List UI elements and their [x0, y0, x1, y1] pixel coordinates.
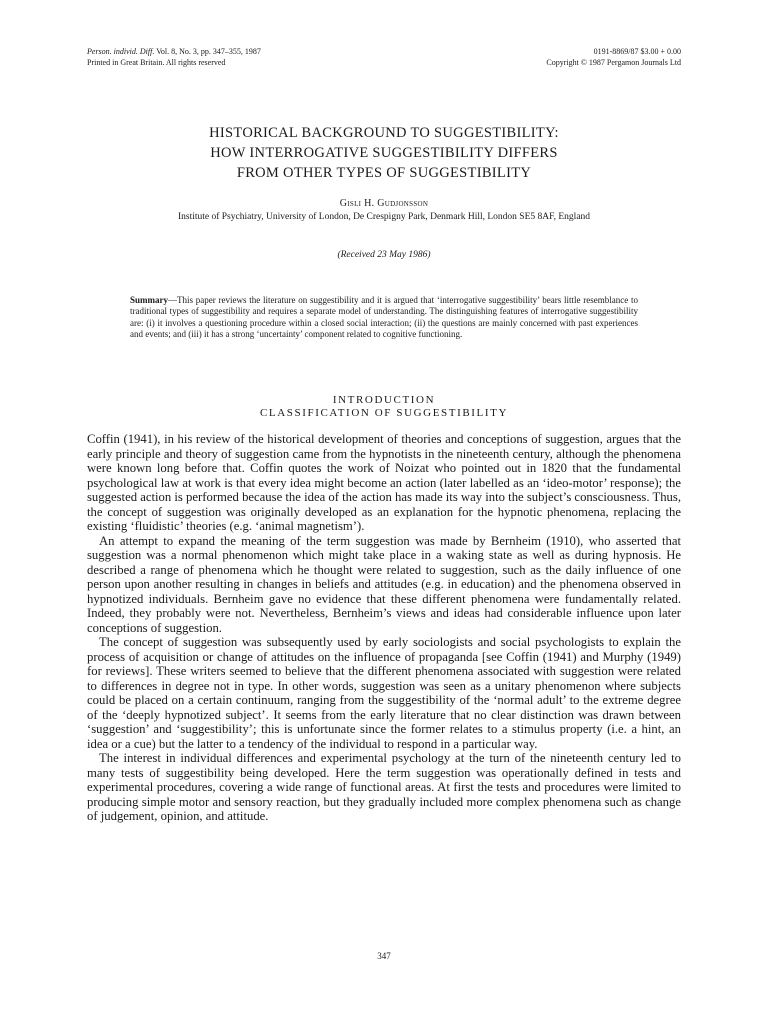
paragraph: The interest in individual differences and experimental psychology at the turn of the nineteenth century led to many tests of suggestibility being developed. Here the term suggestion was operationally defined in tests and experimental procedures, covering a wide range of functional areas. At first the tests and procedures were limited to producing simple motor and sensory reaction, but they gradually included more complex phenomena such as change of judgement, opinion, and attitude.: [87, 751, 681, 823]
issn-price: 0191-8869/87 $3.00 + 0.00: [593, 47, 681, 56]
title-line: HISTORICAL BACKGROUND TO SUGGESTIBILITY:: [209, 125, 559, 141]
title-line: FROM OTHER TYPES OF SUGGESTIBILITY: [236, 165, 532, 181]
received-date: (Received 23 May 1986): [337, 250, 431, 260]
paragraph: The concept of suggestion was subsequently used by early sociologists and social psychologists to explain the process of acquisition or change of attitudes on the influence of propaganda [see Coffin (1941) and Murphy (1949) for reviews]. These writers seemed to believe that the different phenomena associated with suggestion were related to differences in degree not in type. In other words, suggestion was seen as a unitary phenomenon where subjects could be placed on a certain continuum, ranging from the suggestibility of the ‘normal adult’ to the extreme degree of the ‘deeply hypnotized subject’. It seems from the early literature that no clear distinction was drawn between ‘suggestion’ and ‘suggestibility’; this is unfortunate since the former relates to a stimulus property (i.e. a hint, an idea or a cue) but the latter to a tendency of the individual to respond in a particular way.: [87, 635, 681, 751]
subsection-heading: CLASSIFICATION OF SUGGESTIBILITY: [260, 407, 508, 419]
volume-info: Vol. 8, No. 3, pp. 347–355, 1987: [156, 47, 261, 56]
title-line: HOW INTERROGATIVE SUGGESTIBILITY DIFFERS: [210, 145, 558, 161]
author-name: Gisli H. Gudjonsson: [339, 198, 429, 209]
abstract-text: —This paper reviews the literature on suggestibility and it is argued that ‘interrogative suggestibility’ bears little resemblance to traditional types of suggestibility and requires a separate model of understanding. The distinguishing features of interrogative suggestibility are: (i) it involves a questioning procedure within a closed social interaction; (ii) the questions are mainly concerned with past experiences and events; and (iii) it has a strong ‘uncertainty’ component related to cognitive functioning.: [130, 295, 638, 340]
author-affiliation: Institute of Psychiatry, University of London, De Crespigny Park, Denmark Hill, London SE5 8AF, England: [177, 212, 591, 222]
body-text: [87, 432, 681, 824]
section-heading: INTRODUCTION: [332, 394, 436, 406]
journal-abbrev: Person. individ. Diff.: [87, 47, 155, 56]
printed-notice: Printed in Great Britain. All rights reserved: [87, 58, 226, 67]
abstract: [130, 295, 638, 341]
journal-citation: [87, 46, 261, 68]
paragraph: An attempt to expand the meaning of the term suggestion was made by Bernheim (1910), who asserted that suggestion was a normal phenomenon which might take place in a waking state as well as during hypnosis. He described a range of phenomena which he thought were related to suggestion, such as the daily influence of one person upon another resulting in changes in beliefs and attitudes (e.g. in education) and the phenomena observed in hypnotized individuals. Bernheim gave no evidence that these different phenomena were fundamentally related. Indeed, they probably were not. Nevertheless, Bernheim’s views and ideas had considerable influence upon later conceptions of suggestion.: [87, 533, 681, 635]
publisher-info: [546, 46, 681, 68]
article-title: [0, 123, 768, 183]
page-number: 347: [377, 951, 391, 961]
paragraph: Coffin (1941), in his review of the historical development of theories and conceptions of suggestion, argues that the early principle and theory of suggestion came from the hypnotists in the nineteenth century, although the phenomena were known long before that. Coffin quotes the work of Noizat who pointed out in 1820 that the fundamental psychological law at work is that every idea might become an action (later labelled as an ‘ideo-motor’ response); the suggested action is performed because the idea of the action has made its way into the subject’s consciousness. Thus, the concept of suggestion was originally developed as an explanation for the hypnotic phenomena, replacing the existing ‘fluidistic’ theories (e.g. ‘animal magnetism’).: [87, 432, 681, 533]
copyright-notice: Copyright © 1987 Pergamon Journals Ltd: [546, 58, 681, 67]
abstract-label: Summary: [130, 295, 168, 305]
